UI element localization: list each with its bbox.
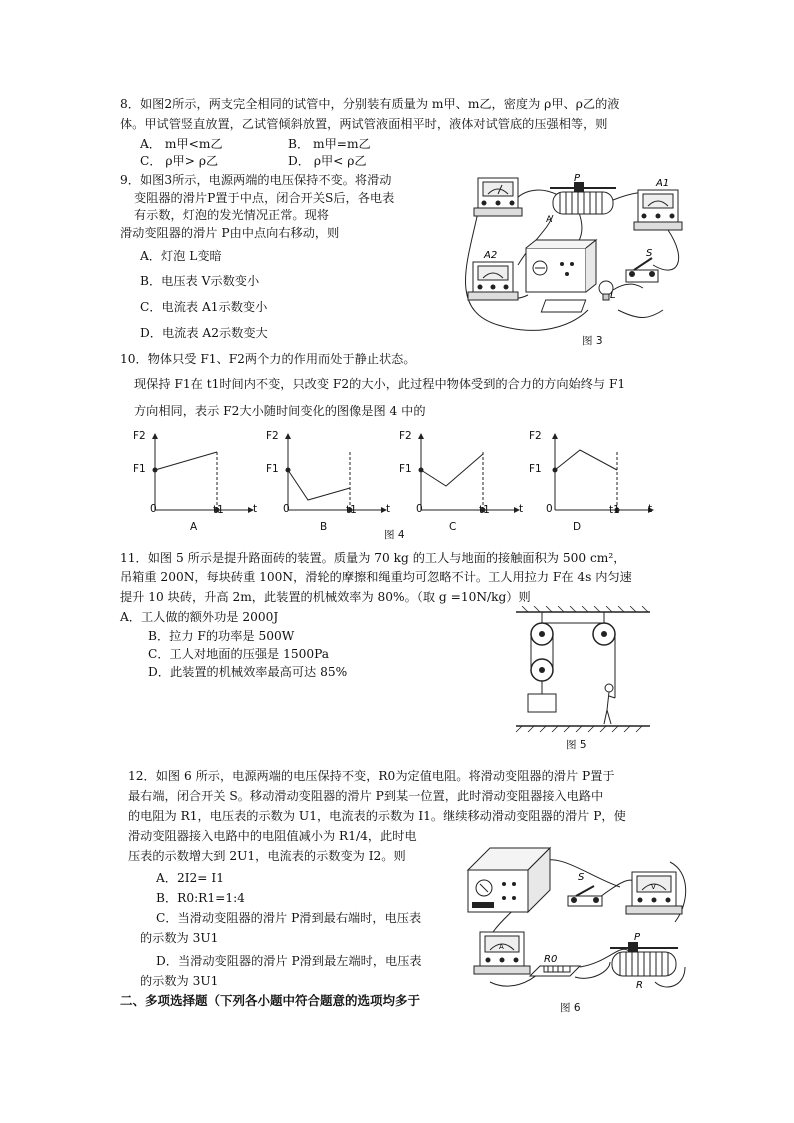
svg-text:A: A <box>499 943 504 951</box>
q9-line4: 滑动变阻器的滑片 P由中点向右移动，则 <box>120 226 340 240</box>
q11-option-b: B．拉力 F的功率是 500W <box>148 629 295 643</box>
section-2-heading: 二、多项选择题（下列各小题中符合题意的选项均多于 <box>120 993 421 1008</box>
q9-line3: 有示数，灯泡的发光情况正常。现将 <box>134 208 329 222</box>
switch-icon <box>568 886 602 906</box>
label-r0: R0 <box>544 954 558 965</box>
graph-d <box>553 434 654 513</box>
graph-d-ylabel: F2 <box>529 430 542 442</box>
graph-a-ylabel: F2 <box>133 430 146 442</box>
resistor-r0-icon <box>530 966 580 976</box>
figure-5-caption: 图 5 <box>566 739 587 751</box>
q9-line1: 9．如图3所示，电源两端的电压保持不变。将滑动 <box>120 173 392 187</box>
figure-4-graphs <box>125 428 665 538</box>
q8-line2: 体。甲试管竖直放置，乙试管倾斜放置，两试管液面相平时，液体对试管底的压强相等，则 <box>120 117 608 131</box>
q12-option-d2: 的示数为 3U1 <box>140 974 219 988</box>
graph-b-ylabel: F2 <box>266 430 279 442</box>
graph-a-label: A <box>190 521 198 533</box>
graph-c-t: t <box>519 503 524 515</box>
q11-line2: 吊箱重 200N，每块砖重 100N，滑轮的摩擦和绳重均可忽略不计。工人用拉力 F在 4s 内匀速 <box>120 570 632 584</box>
voltmeter-icon <box>626 872 682 914</box>
rheostat-icon <box>550 182 616 214</box>
graph-a-t: t <box>253 503 258 515</box>
q8-option-b: B． m甲=m乙 <box>288 137 371 151</box>
graph-a-origin: 0 <box>150 503 157 515</box>
q10-line2: 现保持 F1在 t1时间内不变，只改变 F2的大小，此过程中物体受到的合力的方向始终与 F1 <box>134 377 626 391</box>
q9-option-d: D．电流表 A2示数变大 <box>140 326 268 340</box>
label-s: S <box>578 872 585 883</box>
q11-option-d: D．此装置的机械效率最高可达 85% <box>148 665 348 679</box>
label-a1: A1 <box>656 178 670 189</box>
voltmeter-icon <box>474 178 522 216</box>
q12-line3: 的电阻为 R1，电压表的示数为 U1，电流表的示数为 I1。继续移动滑动变阻器的滑片 P，使 <box>128 809 626 823</box>
q12-option-a: A．2I2= I1 <box>156 871 224 885</box>
q12-option-b: B．R0:R1=1:4 <box>156 891 245 905</box>
q9-option-b: B．电压表 V示数变小 <box>140 274 260 288</box>
graph-c-f1: F1 <box>399 463 412 475</box>
q11-option-c: C．工人对地面的压强是 1500Pa <box>148 647 330 661</box>
q12-option-d1: D．当滑动变阻器的滑片 P滑到最左端时，电压表 <box>156 954 422 968</box>
graph-d-t: t <box>648 503 653 515</box>
q8-line1: 8．如图2所示，两支完全相同的试管中，分别装有质量为 m甲、m乙，密度为 ρ甲、ρ乙的液 <box>120 97 620 111</box>
figure-3-caption: 图 3 <box>582 335 603 347</box>
graph-a-t1: t1 <box>213 504 224 516</box>
figure-3-circuit <box>438 170 694 345</box>
q9-option-a: A．灯泡 L变暗 <box>140 249 222 263</box>
graph-c <box>419 434 520 513</box>
figure-6-circuit <box>460 842 692 998</box>
rheostat-r-icon <box>610 942 678 976</box>
graph-b-t: t <box>386 503 391 515</box>
graph-a-f1: F1 <box>133 463 146 475</box>
graph-d-origin: 0 <box>546 503 553 515</box>
ammeter-a2-icon <box>468 262 518 300</box>
graph-c-ylabel: F2 <box>399 430 412 442</box>
graph-b-origin: 0 <box>283 503 290 515</box>
label-a2: A2 <box>484 250 498 261</box>
q9-option-c: C．电流表 A1示数变小 <box>140 300 268 314</box>
ammeter-icon <box>474 932 530 974</box>
brick-box-icon <box>528 694 556 712</box>
label-l: L <box>610 290 616 301</box>
graph-b-f1: F1 <box>266 463 279 475</box>
figure-4-caption: 图 4 <box>384 529 405 541</box>
label-p: P <box>634 932 641 943</box>
graph-b <box>286 434 387 513</box>
q8-option-c: C． ρ甲> ρ乙 <box>140 154 219 168</box>
power-supply-icon <box>526 240 596 292</box>
graph-b-label: B <box>320 521 328 533</box>
q12-option-c1: C．当滑动变阻器的滑片 P滑到最右端时，电压表 <box>156 911 422 925</box>
q12-line2: 最右端，闭合开关 S。移动滑动变阻器的滑片 P到某一位置，此时滑动变阻器接入电路中 <box>128 789 604 803</box>
graph-a <box>153 434 254 513</box>
q12-line5: 压表的示数增大到 2U1，电流表的示数变为 I2。则 <box>128 849 406 863</box>
q11-line3: 提升 10 块砖，升高 2m，此装置的机械效率为 80%。（取 g =10N/kg）则 <box>120 590 531 604</box>
q12-line4: 滑动变阻器接入电路中的电阻值减小为 R1/4，此时电 <box>128 829 417 843</box>
label-s: S <box>646 248 653 259</box>
q11-option-a: A．工人做的额外功是 2000J <box>120 610 279 624</box>
graph-d-t1: t1 <box>609 504 620 516</box>
label-a1-terminal: A <box>546 215 553 225</box>
power-supply-icon <box>468 848 550 912</box>
q8-option-d: D． ρ甲< ρ乙 <box>288 154 367 168</box>
q12-line1: 12．如图 6 所示，电源两端的电压保持不变，R0为定值电阻。将滑动变阻器的滑片 P置于 <box>128 769 615 783</box>
q8-option-a: A． m甲<m乙 <box>140 137 223 151</box>
switch-icon <box>626 258 658 282</box>
q10-line3: 方向相同，表示 F2大小随时间变化的图像是图 4 中的 <box>134 404 426 418</box>
ammeter-a1-icon <box>634 190 682 230</box>
graph-c-label: C <box>449 521 457 533</box>
worker-icon <box>604 684 615 724</box>
graph-c-t1: t1 <box>479 504 490 516</box>
graph-c-origin: 0 <box>416 503 423 515</box>
q10-line1: 10．物体只受 F1、F2两个力的作用而处于静止状态。 <box>120 352 416 366</box>
figure-6-caption: 图 6 <box>560 1002 581 1014</box>
label-p: P <box>574 173 581 184</box>
graph-d-f1: F1 <box>529 463 542 475</box>
q12-option-c2: 的示数为 3U1 <box>140 931 219 945</box>
q11-line1: 11．如图 5 所示是提升路面砖的装置。质量为 70 kg 的工人与地面的接触面积为 500 cm²， <box>120 551 626 565</box>
q9-line2: 变阻器的滑片P置于中点，闭合开关S后，各电表 <box>134 191 395 205</box>
figure-5-pulley <box>512 606 654 734</box>
graph-d-label: D <box>573 521 582 533</box>
label-r: R <box>636 980 643 991</box>
graph-b-t1: t1 <box>346 504 357 516</box>
svg-text:V: V <box>651 883 656 891</box>
